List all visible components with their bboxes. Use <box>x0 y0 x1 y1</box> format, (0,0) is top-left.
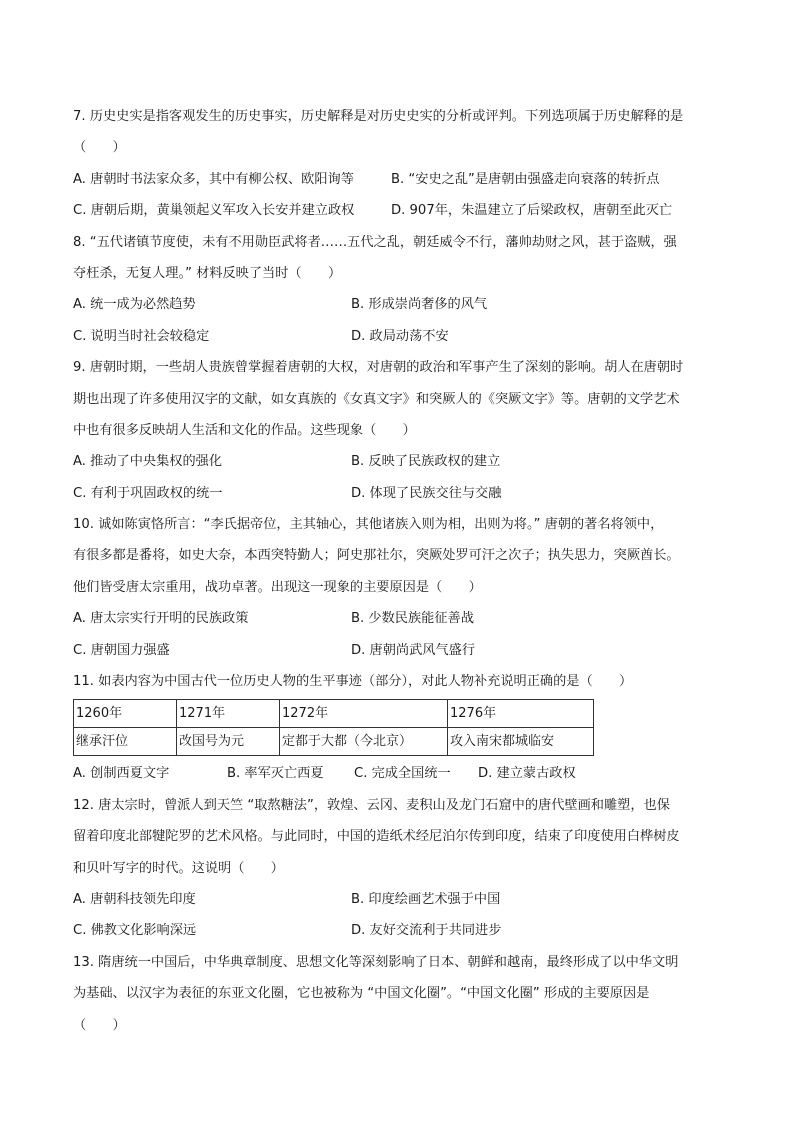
question-stem-line: 13. 隋唐统一中国后，中华典章制度、思想文化等深刻影响了日本、朝鲜和越南，最终形成了以中华文明 <box>73 954 679 970</box>
option-d: D. 政局动荡不安 <box>351 328 449 344</box>
exam-page <box>73 101 718 1041</box>
option-c: C. 有利于巩固政权的统一 <box>73 485 223 501</box>
option-c: C. 完成全国统一 <box>354 766 451 782</box>
table-cell-year: 1272年 <box>280 700 448 728</box>
option-b: B. 反映了民族政权的建立 <box>351 454 501 470</box>
table-cell-year: 1260年 <box>74 700 177 728</box>
question-11 <box>73 666 718 790</box>
question-stem-line: 和贝叶写字的时代。这说明（ ） <box>73 860 284 876</box>
option-b: B. “安史之乱”是唐朝由强盛走向衰落的转折点 <box>391 171 660 187</box>
question-stem-line: 9. 唐朝时期，一些胡人贵族曾掌握着唐朝的大权，对唐朝的政治和军事产生了深刻的影响。胡人在唐朝时 <box>73 360 684 376</box>
question-stem-line: 有很多都是番将，如史大奈，本西突特勤人；阿史那社尔，突厥处罗可汗之次子；执失思力，突厥酋长。 <box>73 548 680 564</box>
option-a: A. 唐朝时书法家众多，其中有柳公权、欧阳询等 <box>73 171 354 187</box>
option-a: A. 唐朝科技领先印度 <box>73 891 196 907</box>
option-a: A. 推动了中央集权的强化 <box>73 454 223 470</box>
table-cell-year: 1271年 <box>177 700 280 728</box>
question-stem-line: 7. 历史史实是指客观发生的历史事实，历史解释是对历史史实的分析或评判。下列选项属于历史解释的是 <box>73 109 684 124</box>
table-cell-event: 定都于大都（今北京） <box>280 728 448 756</box>
option-b: B. 印度绘画艺术强于中国 <box>351 891 501 907</box>
option-d: D. 建立蒙古政权 <box>478 766 576 782</box>
option-c: C. 说明当时社会较稳定 <box>73 328 210 344</box>
question-stem-line: 为基础、以汉字为表征的东亚文化圈，它也被称为 “中国文化圈”。“中国文化圈” 形成的主要原因是 <box>73 986 650 1002</box>
option-b: B. 少数民族能征善战 <box>351 611 474 627</box>
question-stem-line: 8. “五代诸镇节度使，未有不用勋臣武将者……五代之乱，朝廷威令不行，藩帅劫财之风，甚于盗贼，强 <box>73 234 677 250</box>
question-stem-line: 10. 诚如陈寅恪所言：“李氏据帝位，主其轴心，其他诸族入则为相，出则为将。” 唐朝的著名将领中， <box>73 517 664 533</box>
table-cell-event: 改国号为元 <box>177 728 280 756</box>
biography-table <box>73 699 594 756</box>
table-cell-year: 1276年 <box>448 700 594 728</box>
option-b: B. 形成崇尚奢侈的风气 <box>351 297 488 313</box>
option-c: C. 唐朝国力强盛 <box>73 642 170 658</box>
question-stem-line: （ ） <box>73 140 126 156</box>
question-stem-line: 中也有很多反映胡人生活和文化的作品。这些现象（ ） <box>73 422 416 438</box>
question-7 <box>73 101 718 227</box>
option-b: B. 率军灭亡西夏 <box>227 766 324 782</box>
option-a: A. 唐太宗实行开明的民族政策 <box>73 611 249 627</box>
question-stem-line: 夺枉杀，无复人理。” 材料反映了当时（ ） <box>73 265 342 281</box>
question-9 <box>73 352 718 509</box>
question-12 <box>73 790 718 947</box>
option-a: A. 统一成为必然趋势 <box>73 297 196 313</box>
option-d: D. 唐朝尚武风气盛行 <box>351 642 476 658</box>
question-10 <box>73 509 718 666</box>
option-d: D. 友好交流利于共同进步 <box>351 923 502 939</box>
option-c: C. 唐朝后期，黄巢领起义军攻入长安并建立政权 <box>73 203 355 219</box>
table-cell-event: 攻入南宋都城临安 <box>448 728 594 756</box>
question-stem-line: 期也出现了许多使用汉字的文献，如女真族的《女真文字》和突厥人的《突厥文字》等。唐朝的文学艺术 <box>73 391 680 407</box>
question-8 <box>73 227 718 353</box>
option-d: D. 体现了民族交往与交融 <box>351 485 502 501</box>
table-cell-event: 继承汗位 <box>74 728 177 756</box>
table-row <box>74 728 594 756</box>
question-stem-line: （ ） <box>73 1017 126 1033</box>
option-a: A. 创制西夏文字 <box>73 766 170 782</box>
question-13 <box>73 947 718 1041</box>
question-stem-line: 他们皆受唐太宗重用，战功卓著。出现这一现象的主要原因是（ ） <box>73 579 482 595</box>
question-stem-line: 11. 如表内容为中国古代一位历史人物的生平事迹（部分），对此人物补充说明正确的是（ ） <box>73 674 633 690</box>
question-stem-line: 12. 唐太宗时，曾派人到天竺 “取熬糖法”，敦煌、云冈、麦积山及龙门石窟中的唐代壁画和雕塑，也保 <box>73 797 670 813</box>
question-stem-line: 留着印度北部犍陀罗的艺术风格。与此同时，中国的造纸术经尼泊尔传到印度，结束了印度使用白桦树皮 <box>73 829 680 845</box>
option-c: C. 佛教文化影响深远 <box>73 923 197 939</box>
option-d: D. 907年，朱温建立了后梁政权，唐朝至此灭亡 <box>391 203 673 219</box>
table-row <box>74 700 594 728</box>
